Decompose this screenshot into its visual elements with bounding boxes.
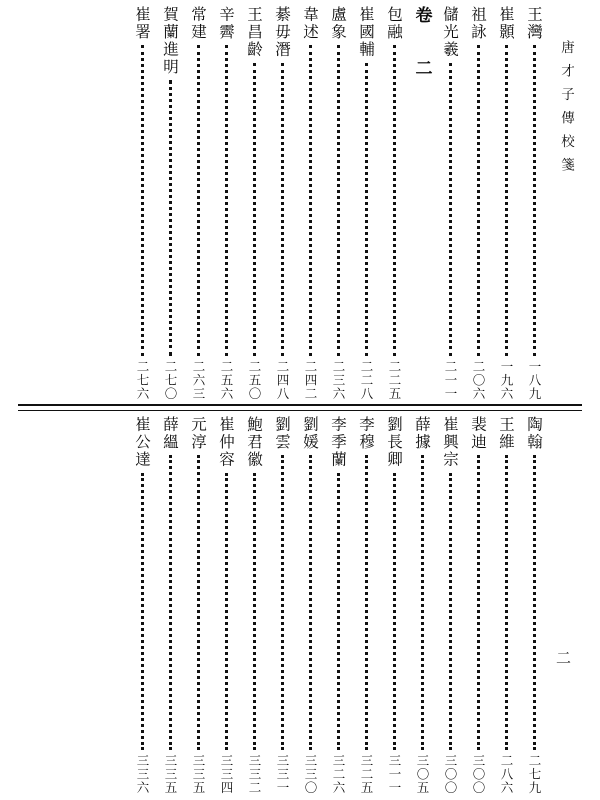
toc-entry-title: 薛據 [413, 416, 431, 451]
toc-entry-page: 三三一 [275, 753, 290, 794]
toc-entry-page: 二二五 [387, 359, 402, 400]
toc-column [240, 6, 268, 402]
toc-entry-page: 二四八 [275, 359, 290, 400]
toc-entry[interactable] [520, 6, 548, 402]
toc-entry[interactable] [380, 416, 408, 796]
toc-column [380, 416, 408, 796]
toc-entry[interactable] [128, 416, 156, 796]
toc-entry-title: 劉媛 [301, 416, 319, 451]
toc-entry[interactable] [492, 6, 520, 402]
toc-column [520, 6, 548, 402]
toc-column [408, 416, 436, 796]
toc-dot-leader [253, 63, 256, 356]
toc-entry-title: 崔顥 [497, 6, 515, 41]
toc-entry-title: 綦毋潛 [273, 6, 291, 59]
toc-entry-title: 薛縕 [161, 416, 179, 451]
toc-column [408, 6, 436, 402]
toc-entry-title: 鮑君徽 [245, 416, 263, 469]
toc-entry[interactable] [352, 416, 380, 796]
toc-entry[interactable] [520, 416, 548, 796]
toc-entry-page: 三〇五 [415, 753, 430, 794]
toc-entry-page: 一九六 [499, 359, 514, 400]
toc-dot-leader [141, 45, 144, 356]
toc-dot-leader [309, 455, 312, 750]
toc-entry[interactable] [128, 6, 156, 402]
toc-entry[interactable] [240, 6, 268, 402]
toc-dot-leader [197, 455, 200, 750]
toc-dot-leader [449, 63, 452, 356]
toc-column [268, 6, 296, 402]
toc-entry-title: 裴迪 [469, 416, 487, 451]
toc-section-heading [408, 6, 436, 402]
toc-entry-page: 三三〇 [303, 753, 318, 794]
toc-entry[interactable] [268, 6, 296, 402]
toc-entry-title: 崔仲容 [217, 416, 235, 469]
toc-column [380, 6, 408, 402]
toc-entry-page: 三二五 [359, 753, 374, 794]
toc-entry-title: 卷 二 [411, 6, 432, 84]
toc-entry[interactable] [352, 6, 380, 402]
toc-entry[interactable] [436, 6, 464, 402]
toc-entry[interactable] [156, 416, 184, 796]
toc-entry-title: 祖詠 [469, 6, 487, 41]
toc-dot-leader [169, 455, 172, 750]
toc-entry-title: 盧象 [329, 6, 347, 41]
toc-entry[interactable] [436, 416, 464, 796]
toc-column [296, 6, 324, 402]
toc-entry-page: 三三五 [163, 753, 178, 794]
toc-entry[interactable] [212, 416, 240, 796]
toc-entry-page: 三三四 [219, 753, 234, 794]
toc-dot-leader [393, 45, 396, 356]
toc-dot-leader [533, 45, 536, 356]
toc-entry-page: 二四二 [303, 359, 318, 400]
toc-entry-page: 二一一 [443, 359, 458, 400]
toc-entry-page: 二六三 [191, 359, 206, 400]
toc-dot-leader [477, 455, 480, 750]
toc-dot-leader [225, 473, 228, 750]
toc-dot-leader [225, 45, 228, 356]
toc-dot-leader [505, 455, 508, 750]
toc-dot-leader [253, 473, 256, 750]
toc-entry-page: 二五六 [219, 359, 234, 400]
toc-entry[interactable] [296, 6, 324, 402]
toc-entry-title: 韋述 [301, 6, 319, 41]
toc-entry-page: 一八九 [527, 359, 542, 400]
toc-entry-title: 常建 [189, 6, 207, 41]
toc-column [156, 416, 184, 796]
toc-entry-page: 三一一 [387, 753, 402, 794]
toc-entry-title: 辛霽 [217, 6, 235, 41]
toc-entry[interactable] [156, 6, 184, 402]
toc-entry[interactable] [184, 416, 212, 796]
toc-column [436, 6, 464, 402]
toc-upper-half [0, 6, 600, 402]
toc-dot-leader [393, 473, 396, 750]
toc-column [268, 416, 296, 796]
toc-entry-page: 三三五 [191, 753, 206, 794]
toc-entry-page: 二八六 [499, 753, 514, 794]
divider-rule-top [18, 404, 582, 406]
toc-dot-leader [365, 63, 368, 356]
toc-entry[interactable] [408, 416, 436, 796]
toc-entry-title: 元淳 [189, 416, 207, 451]
toc-entry-page: 三三二 [247, 753, 262, 794]
toc-entry-title: 劉長卿 [385, 416, 403, 469]
toc-entry-title: 李季蘭 [329, 416, 347, 469]
toc-column [212, 416, 240, 796]
toc-column [324, 6, 352, 402]
toc-entry-page: 二七九 [527, 753, 542, 794]
toc-entry[interactable] [296, 416, 324, 796]
toc-entry-title: 王昌齡 [245, 6, 263, 59]
running-head: 唐才子傳校箋 [558, 40, 574, 181]
toc-column [492, 416, 520, 796]
toc-lower-half [0, 416, 600, 796]
toc-dot-leader [141, 473, 144, 750]
toc-dot-leader [449, 473, 452, 750]
toc-entry-title: 陶翰 [525, 416, 543, 451]
toc-entry-title: 劉雲 [273, 416, 291, 451]
toc-entry[interactable] [324, 6, 352, 402]
toc-entry-title: 賀蘭進明 [161, 6, 179, 76]
toc-entry[interactable] [268, 416, 296, 796]
toc-entry-title: 李穆 [357, 416, 375, 451]
toc-entry-page: 二三六 [331, 359, 346, 400]
toc-entry-title: 崔公達 [133, 416, 151, 469]
toc-entry-page: 三二六 [331, 753, 346, 794]
toc-entry-title: 儲光羲 [441, 6, 459, 59]
divider-rule-bottom [18, 410, 582, 411]
toc-entry[interactable] [240, 416, 268, 796]
toc-column [464, 6, 492, 402]
toc-dot-leader [309, 45, 312, 356]
toc-entry[interactable] [324, 416, 352, 796]
toc-entry[interactable] [184, 6, 212, 402]
toc-column [128, 6, 156, 402]
toc-column [184, 6, 212, 402]
toc-entry-page: 二五〇 [247, 359, 262, 400]
toc-entry[interactable] [464, 6, 492, 402]
toc-entry-page: 三〇〇 [471, 753, 486, 794]
toc-dot-leader [337, 45, 340, 356]
toc-dot-leader [281, 63, 284, 356]
toc-column [324, 416, 352, 796]
toc-entry-title: 王維 [497, 416, 515, 451]
toc-dot-leader [477, 45, 480, 356]
toc-column [184, 416, 212, 796]
toc-column [128, 416, 156, 796]
toc-entry-title: 崔署 [133, 6, 151, 41]
toc-dot-leader [421, 455, 424, 750]
toc-column [492, 6, 520, 402]
toc-entry-page: 二七〇 [163, 359, 178, 400]
toc-column [464, 416, 492, 796]
toc-column [352, 416, 380, 796]
toc-column [436, 416, 464, 796]
toc-column [240, 416, 268, 796]
toc-dot-leader [281, 455, 284, 750]
toc-dot-leader [169, 80, 172, 356]
toc-entry-page: 二七六 [135, 359, 150, 400]
toc-dot-leader [197, 45, 200, 356]
toc-entry-title: 王灣 [525, 6, 543, 41]
toc-entry-title: 崔國輔 [357, 6, 375, 59]
toc-dot-leader [365, 455, 368, 750]
toc-dot-leader [337, 473, 340, 750]
toc-column [520, 416, 548, 796]
toc-entry-page: 二二八 [359, 359, 374, 400]
toc-entry-page: 三三六 [135, 753, 150, 794]
toc-entry[interactable] [212, 6, 240, 402]
toc-column [156, 6, 184, 402]
toc-entry[interactable] [380, 6, 408, 402]
folio-number: 二 [554, 650, 572, 667]
toc-dot-leader [533, 455, 536, 750]
toc-entry[interactable] [492, 416, 520, 796]
toc-entry-title: 崔興宗 [441, 416, 459, 469]
toc-column [296, 416, 324, 796]
toc-entry-title: 包融 [385, 6, 403, 41]
toc-entry-page: 二〇六 [471, 359, 486, 400]
toc-dot-leader [505, 45, 508, 356]
toc-entry-page: 三〇〇 [443, 753, 458, 794]
toc-entry[interactable] [464, 416, 492, 796]
toc-column [352, 6, 380, 402]
toc-column [212, 6, 240, 402]
